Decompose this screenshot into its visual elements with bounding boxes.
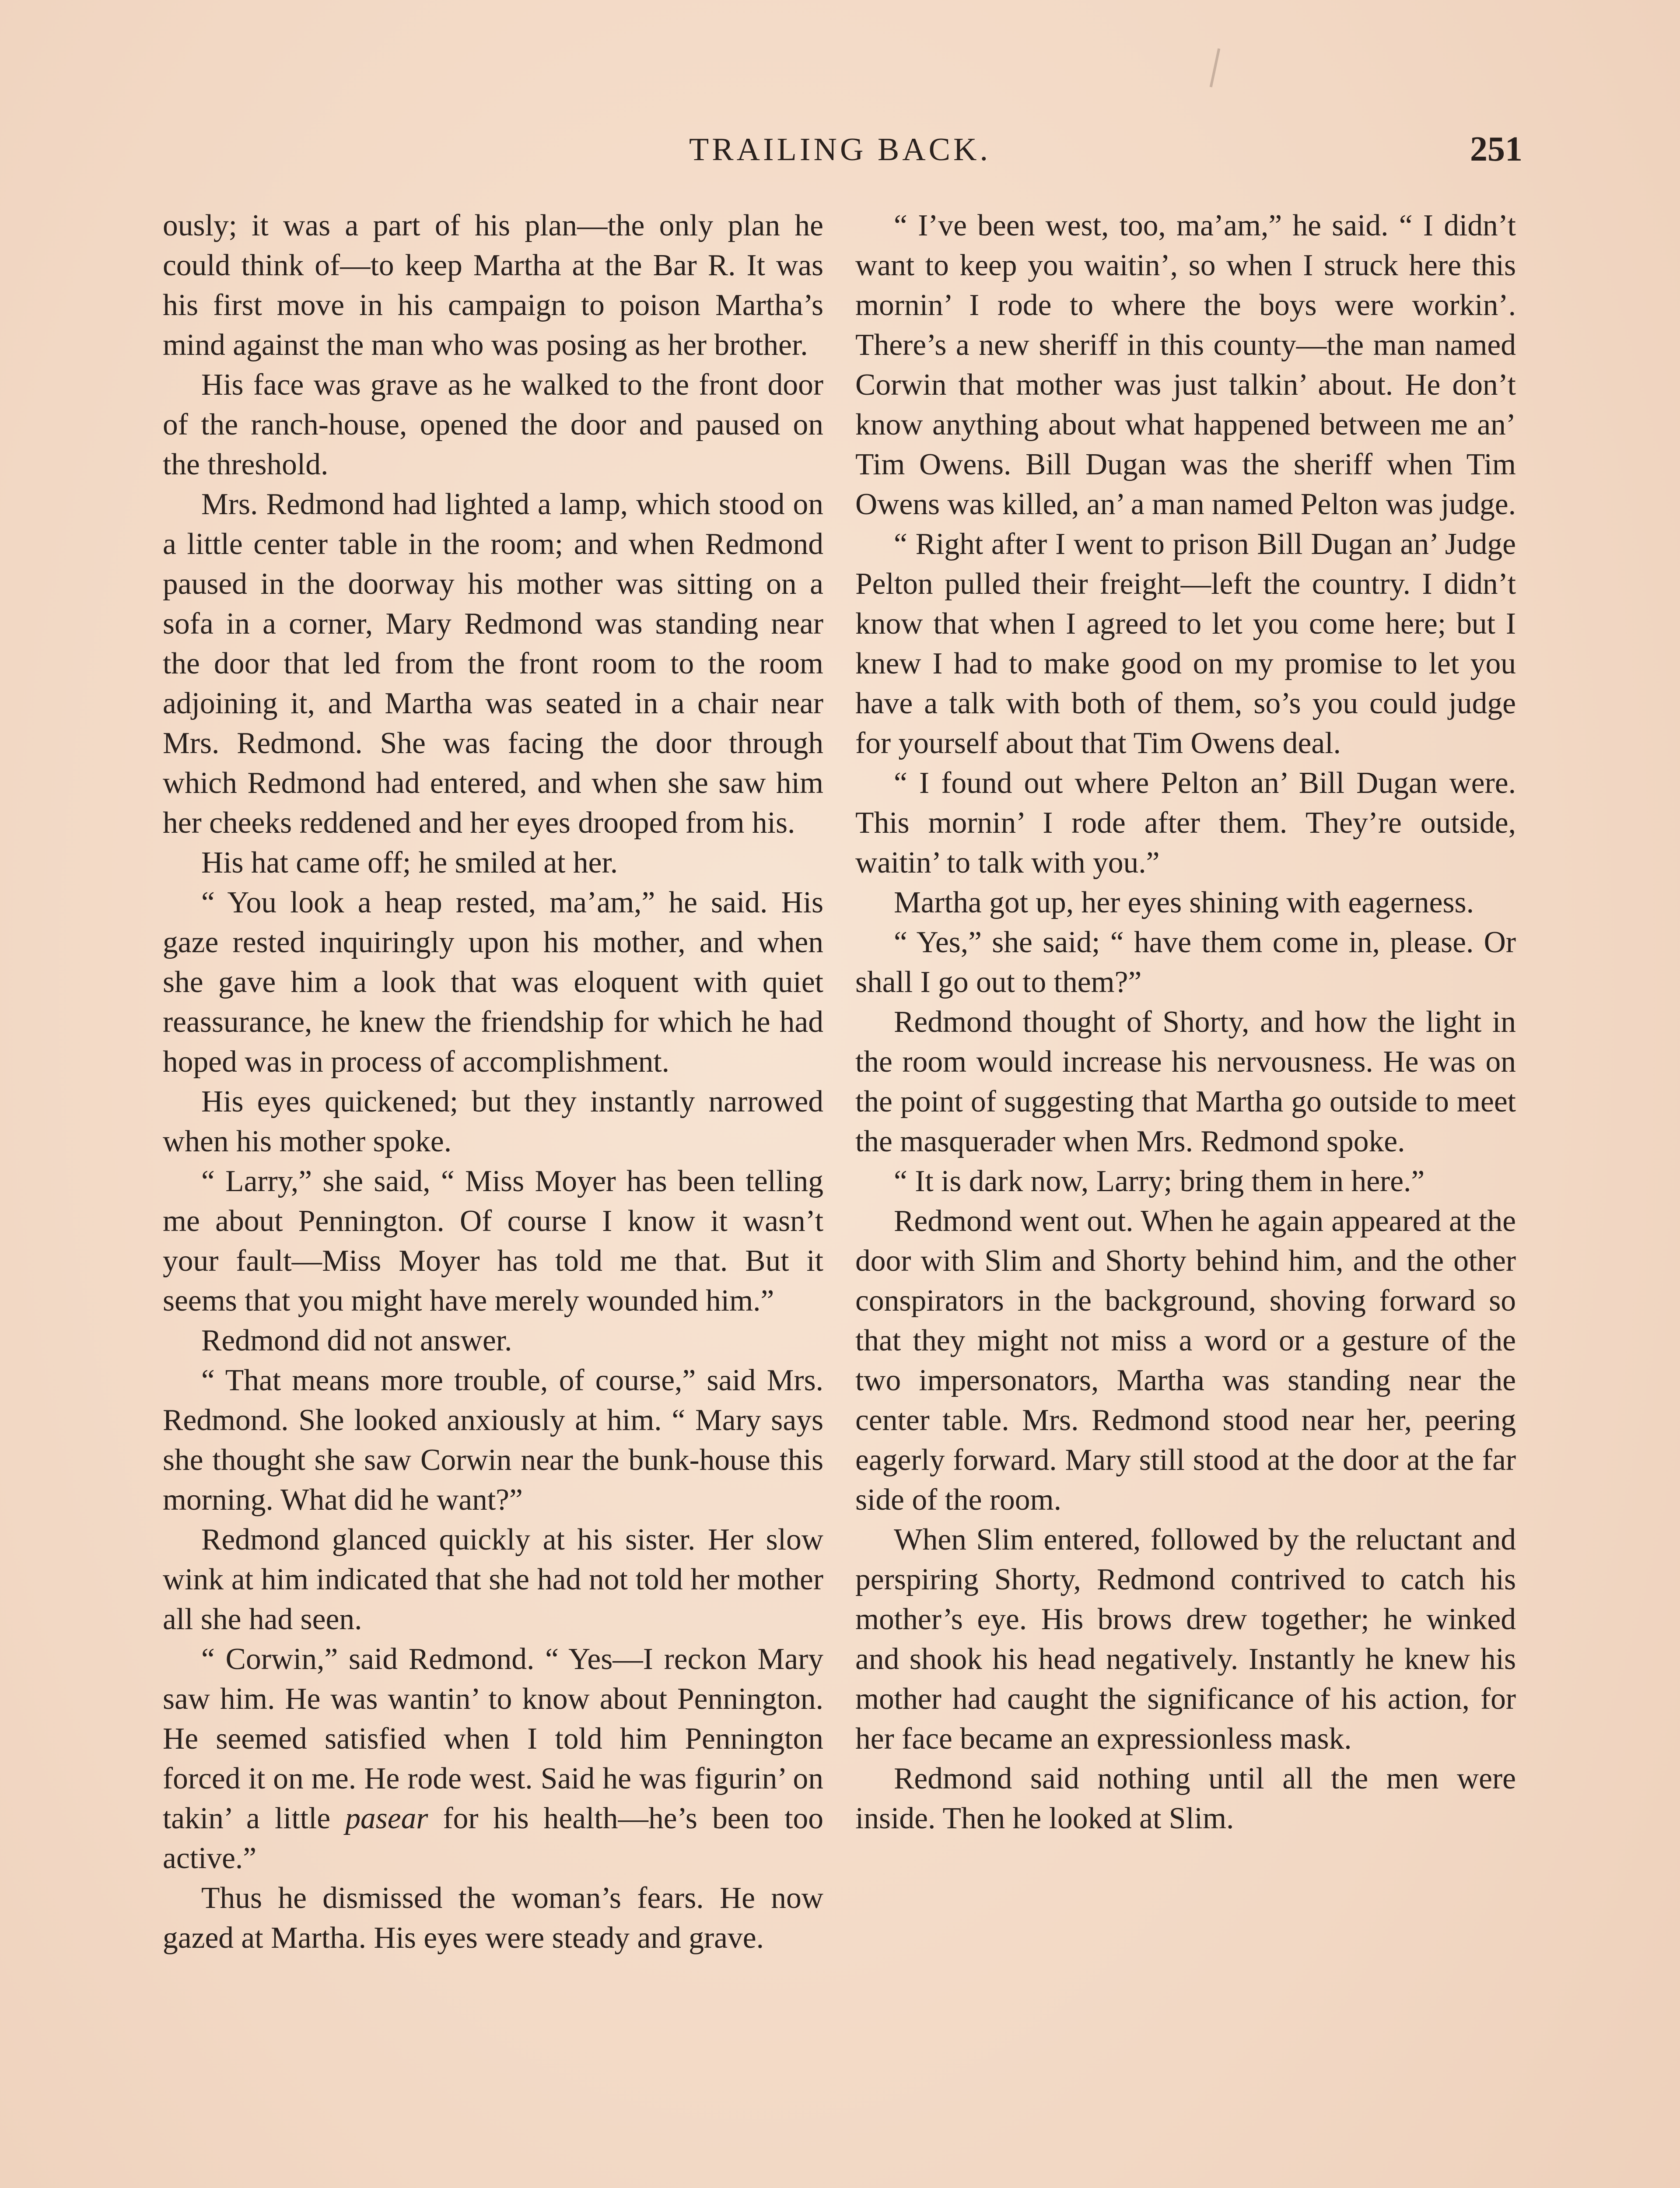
paragraph: “ Right after I went to prison Bill Dugan an’ Judge Pelton pulled their freight—left the country. I didn’t know that when I agreed to let you come here; but I knew I had to make good on my promise to let you have a talk with both of them, so’s you could judge for yourself about that Tim Owens deal. bbox=[855, 527, 1516, 760]
italic-word: pasear bbox=[345, 1802, 428, 1835]
paragraph: ously; it was a part of his plan—the only plan he could think of—to keep Martha at the Bar R. It was his first move in his campaign to poison Martha’s mind against the man who was posing as her brother. bbox=[163, 209, 823, 362]
right-column bbox=[855, 206, 1516, 1838]
paragraph: Mrs. Redmond had lighted a lamp, which stood on a little center table in the room; and when Redmond paused in the doorway his mother was sitting on a sofa in a corner, Mary Redmond was standing near the door that led from the front room to the room adjoining it, and Martha was seated in a chair near Mrs. Redmond. She was facing the door through which Redmond had entered, and when she saw him her cheeks reddened and her eyes drooped from his. bbox=[163, 487, 823, 840]
paragraph: “ Larry,” she said, “ Miss Moyer has been telling me about Pennington. Of course I know it wasn’t your fault—Miss Moyer has told me that. But it seems that you might have merely wounded him.” bbox=[163, 1164, 823, 1318]
paragraph: Thus he dismissed the woman’s fears. He now gazed at Martha. His eyes were steady and grave. bbox=[163, 1881, 823, 1955]
paragraph bbox=[163, 1639, 823, 1878]
paragraph: “ I found out where Pelton an’ Bill Dugan were. This mornin’ I rode after them. They’re outside, waitin’ to talk with you.” bbox=[855, 766, 1516, 880]
paragraph: His hat came off; he smiled at her. bbox=[201, 846, 618, 880]
text-run: “ Corwin,” said Redmond. “ Yes—I reckon Mary saw him. He was wantin’ to know about Pennington. He seemed satisfied when I told him Pennington forced it on me. He rode west. Said he was figurin’ on takin’ a little bbox=[163, 1642, 823, 1835]
text-run: for his health—he’s been too active.” bbox=[163, 1802, 823, 1875]
paragraph: Redmond thought of Shorty, and how the light in the room would increase his nervousness. He was on the point of suggesting that Martha go outside to meet the masquerader when Mrs. Redmond spoke. bbox=[855, 1005, 1516, 1158]
paragraph: Redmond did not answer. bbox=[201, 1324, 512, 1357]
paragraph: Redmond glanced quickly at his sister. Her slow wink at him indicated that she had not told her mother all she had seen. bbox=[163, 1523, 823, 1636]
paragraph: “ Yes,” she said; “ have them come in, please. Or shall I go out to them?” bbox=[855, 926, 1516, 999]
left-column bbox=[163, 206, 823, 1958]
page-header bbox=[158, 127, 1522, 184]
paragraph: “ It is dark now, Larry; bring them in here.” bbox=[894, 1164, 1425, 1198]
paragraph: When Slim entered, followed by the reluctant and perspiring Shorty, Redmond contrived to catch his mother’s eye. His brows drew together; he winked and shook his head negatively. Instantly he knew his mother had caught the significance of his action, for her face became an expressionless mask. bbox=[855, 1523, 1516, 1756]
running-title: TRAILING BACK. bbox=[689, 132, 991, 168]
paragraph: His face was grave as he walked to the front door of the ranch-house, opened the door and paused on the threshold. bbox=[163, 368, 823, 481]
paragraph: Redmond went out. When he again appeared at the door with Slim and Shorty behind him, and the other conspirators in the background, shoving forward so that they might not miss a word or a gesture of the two impersonators, Martha was standing near the center table. Mrs. Redmond stood near her, peering eagerly forward. Mary still stood at the door at the far side of the room. bbox=[855, 1204, 1516, 1517]
paragraph: Redmond said nothing until all the men were inside. Then he looked at Slim. bbox=[855, 1762, 1516, 1835]
page-number: 251 bbox=[1470, 130, 1522, 168]
paragraph: “ You look a heap rested, ma’am,” he said. His gaze rested inquiringly upon his mother, and when she gave him a look that was eloquent with quiet reassurance, he knew the friendship for which he had hoped was in process of accomplishment. bbox=[163, 886, 823, 1079]
paragraph: “ That means more trouble, of course,” said Mrs. Redmond. She looked anxiously at him. “ Mary says she thought she saw Corwin near the bunk-house this morning. What did he want?” bbox=[163, 1364, 823, 1517]
paper-blemish bbox=[1210, 48, 1221, 87]
paragraph: “ I’ve been west, too, ma’am,” he said. “ I didn’t want to keep you waitin’, so when I struck here this mornin’ I rode to where the boys were workin’. There’s a new sheriff in this county—the man named Corwin that mother was just talkin’ about. He don’t know anything about what happened between me an’ Tim Owens. Bill Dugan was the sheriff when Tim Owens was killed, an’ a man named Pelton was judge. bbox=[855, 209, 1516, 521]
paragraph: Martha got up, her eyes shining with eagerness. bbox=[894, 886, 1474, 919]
paragraph: His eyes quickened; but they instantly narrowed when his mother spoke. bbox=[163, 1085, 823, 1158]
